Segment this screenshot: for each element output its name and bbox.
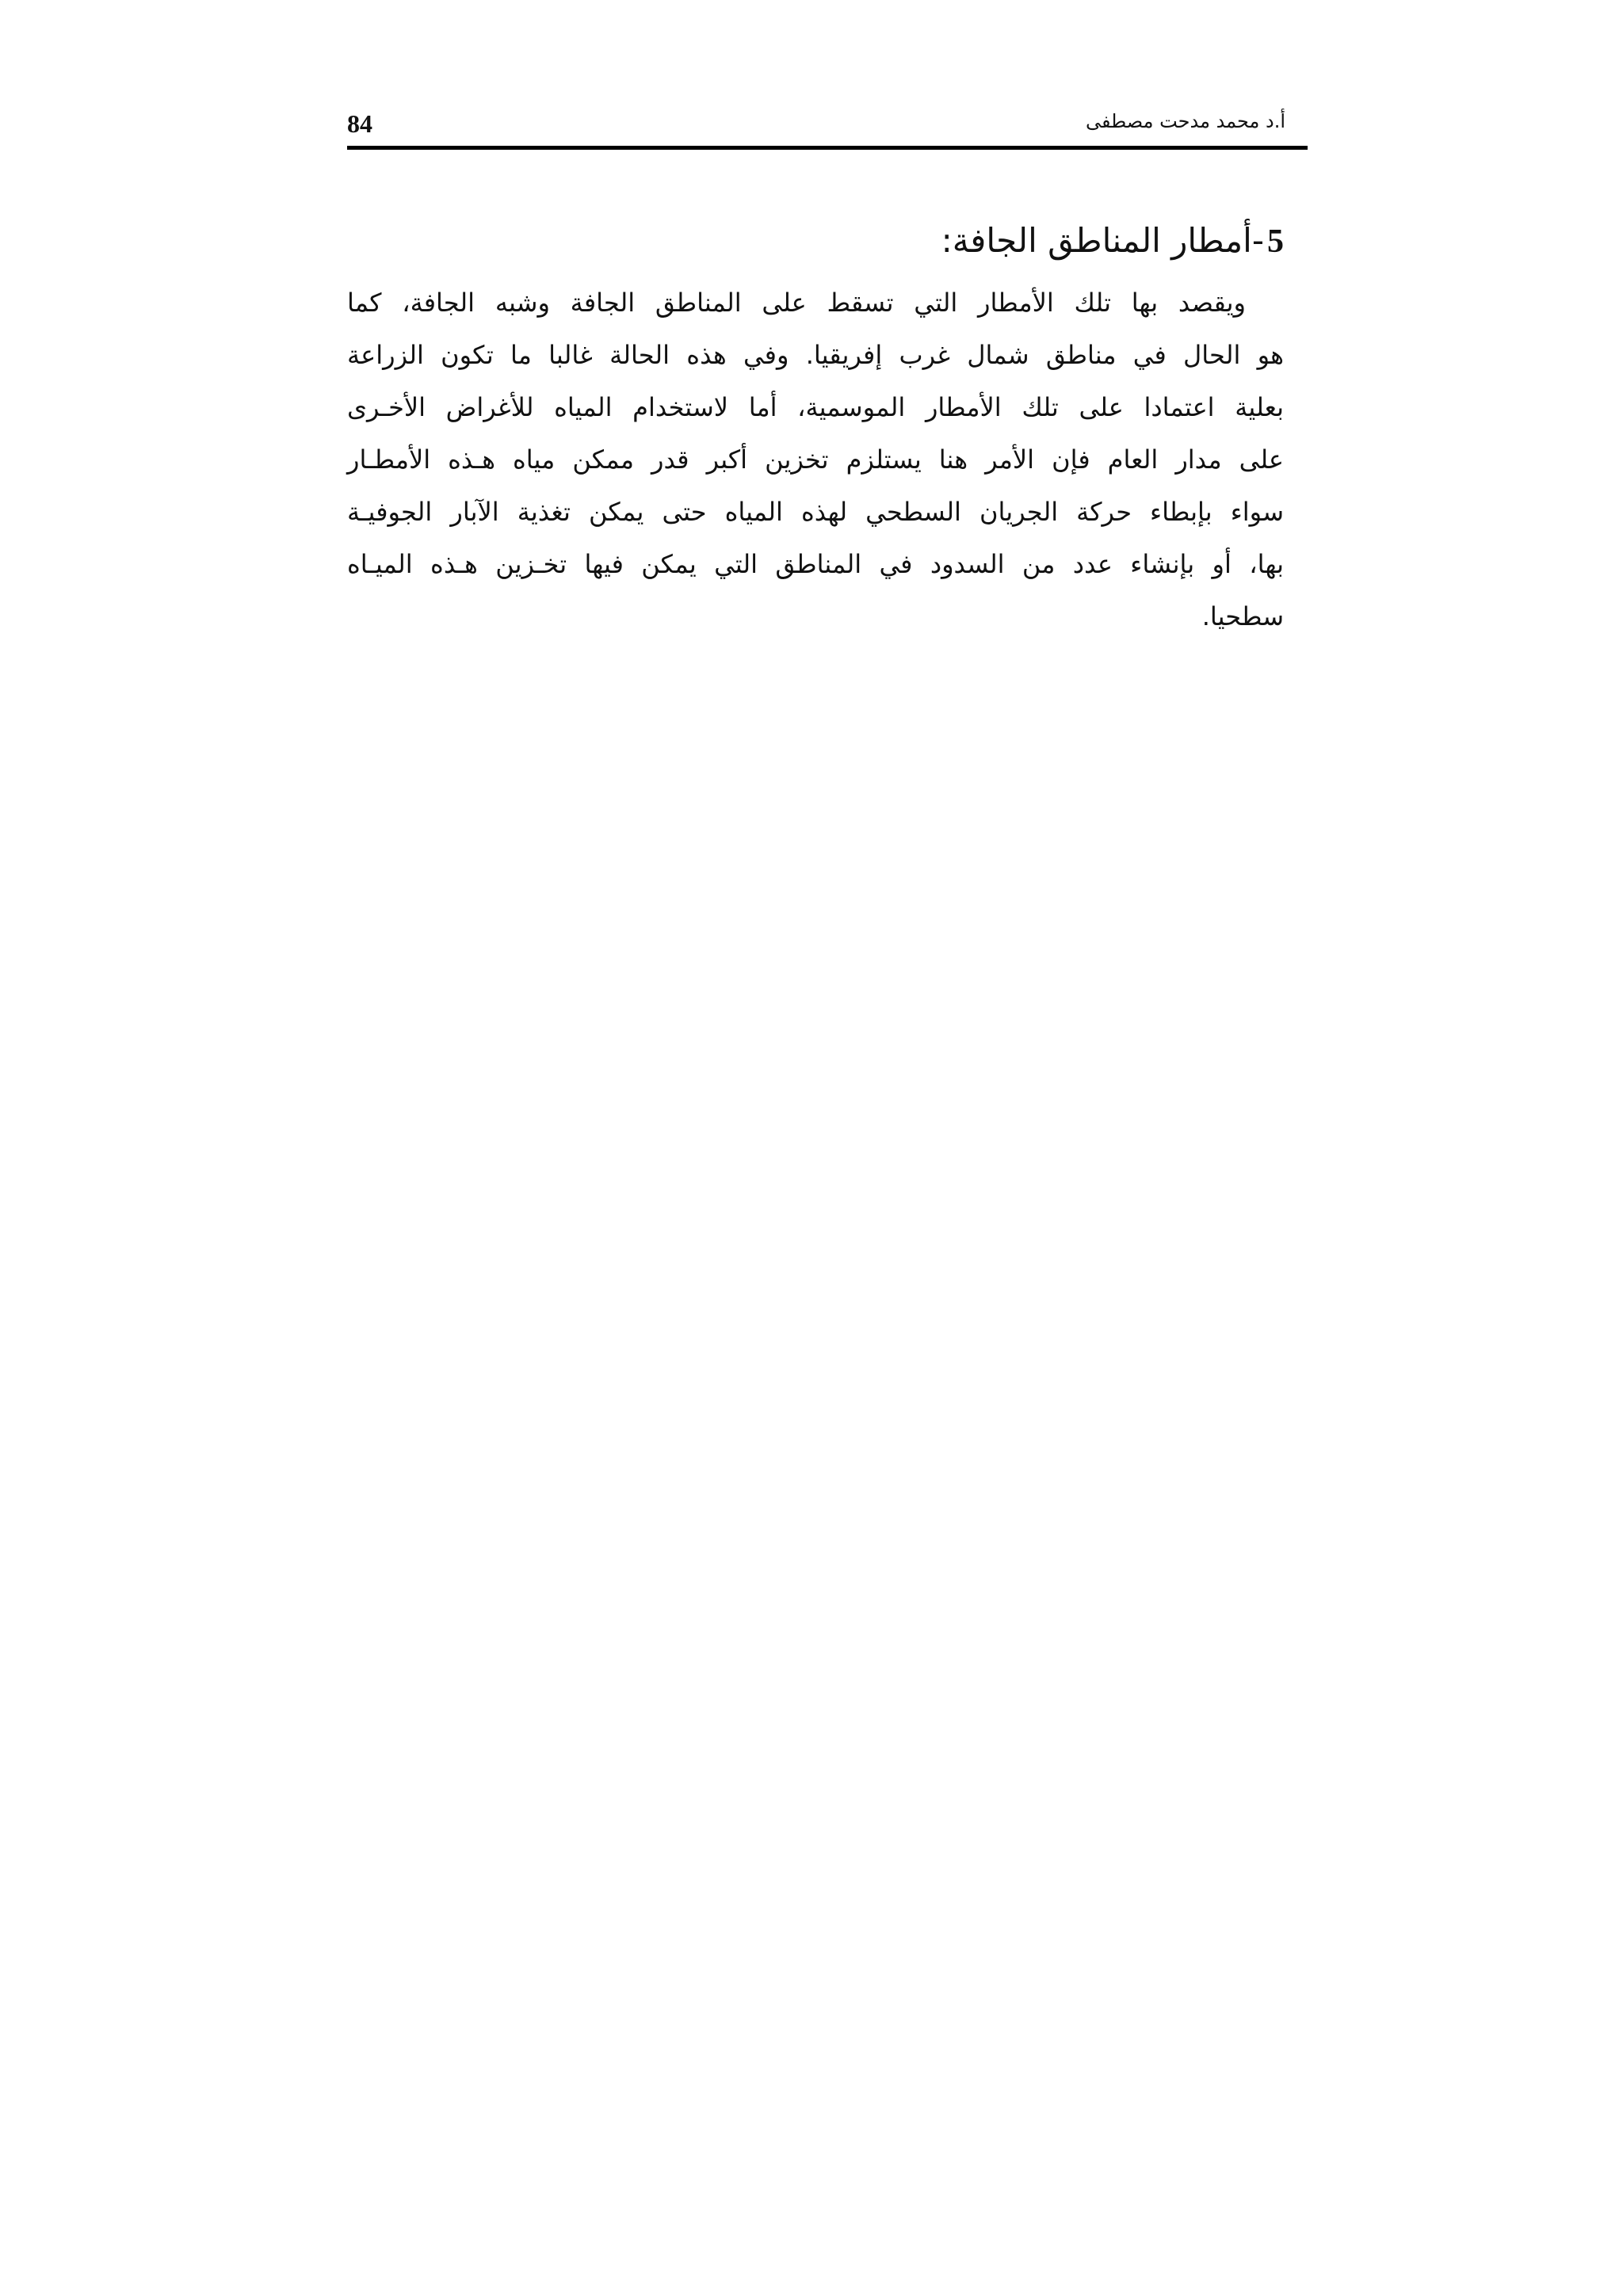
paragraph-line: هو الحال في مناطق شمال غرب إفريقيا. وفي هذه الحالة غالبا ما تكون الزراعة <box>347 340 1284 370</box>
body-paragraph <box>347 277 1284 643</box>
paragraph-line: بها، أو بإنشاء عدد من السدود في المناطق التي يمكن فيها تخـزين هـذه الميـاه <box>347 549 1284 579</box>
paragraph-line: سواء بإبطاء حركة الجريان السطحي لهذه المياه حتى يمكن تغذية الآبار الجوفيـة <box>347 497 1284 527</box>
section-title-text: -أمطار المناطق الجافة: <box>941 221 1264 260</box>
page-content <box>347 212 1284 643</box>
section-heading <box>347 212 1284 270</box>
running-head-author: أ.د محمد مدحت مصطفى <box>1085 110 1285 132</box>
section-number: 5 <box>1267 223 1284 260</box>
page-header <box>347 93 1285 149</box>
paragraph-line: ويقصد بها تلك الأمطار التي تسقط على المناطق الجافة وشبه الجافة، كما <box>347 288 1246 318</box>
paragraph-line: على مدار العام فإن الأمر هنا يستلزم تخزين أكبر قدر ممكن مياه هـذه الأمطـار <box>347 444 1284 475</box>
paragraph-line: سطحيا. <box>1201 601 1284 631</box>
paragraph-line: بعلية اعتمادا على تلك الأمطار الموسمية، أما لاستخدام المياه للأغراض الأخـرى <box>347 392 1284 422</box>
page-number: 84 <box>347 109 372 138</box>
header-rule <box>347 146 1308 150</box>
